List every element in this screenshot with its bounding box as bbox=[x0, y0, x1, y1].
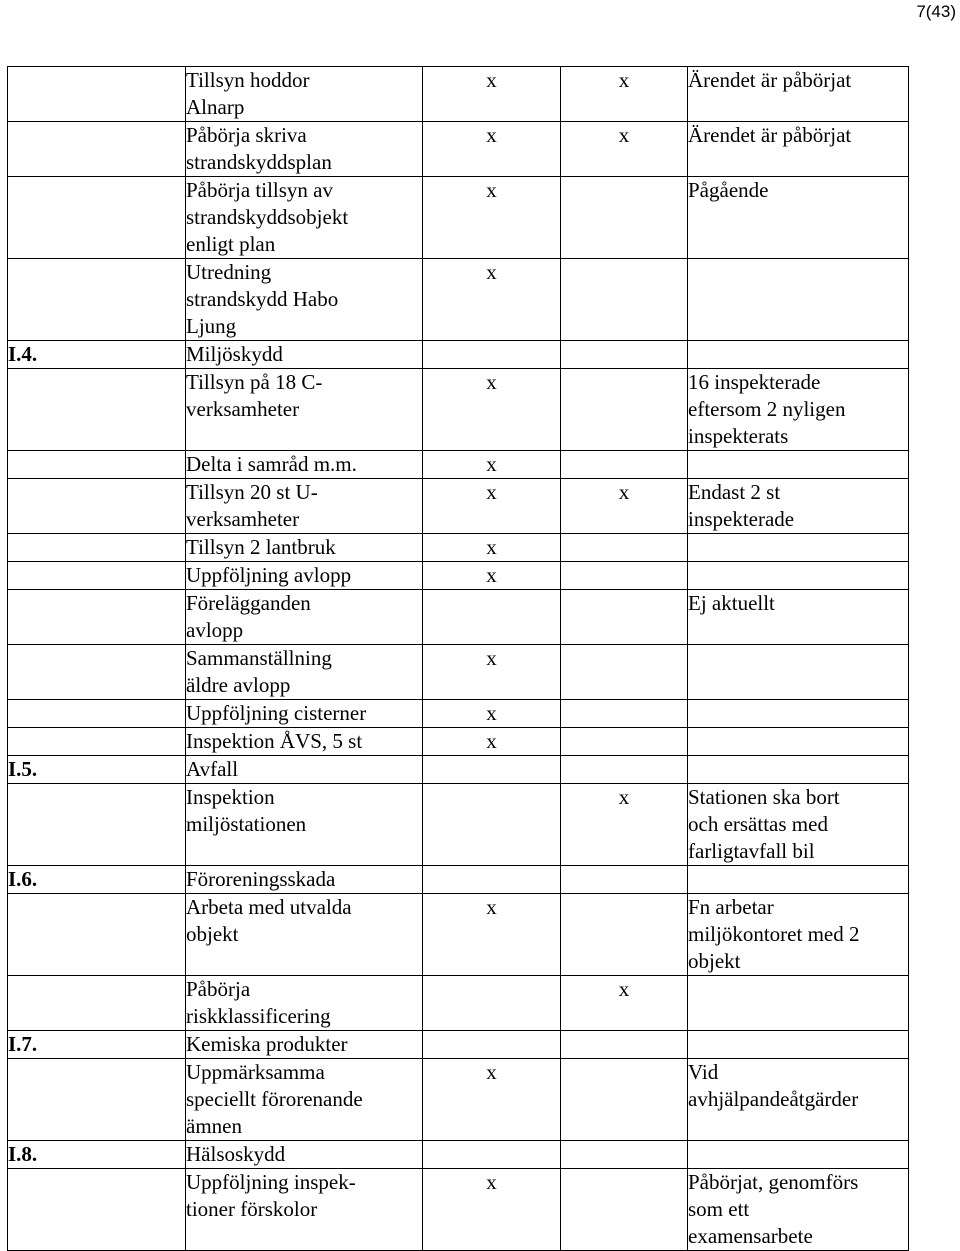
status-cell-2 bbox=[561, 1031, 688, 1059]
comment-cell bbox=[688, 894, 909, 976]
section-number bbox=[8, 67, 186, 122]
comment-line: Ärendet är påbörjat bbox=[688, 68, 852, 92]
table-row bbox=[8, 1169, 909, 1251]
activity-line: Tillsyn på 18 C- bbox=[186, 370, 323, 394]
status-mark-1: x bbox=[423, 451, 561, 479]
comment-line: Pågående bbox=[688, 178, 769, 202]
activity-cell bbox=[186, 451, 423, 479]
section-number: I.4. bbox=[8, 341, 186, 369]
status-mark-1 bbox=[423, 590, 561, 645]
status-mark-2 bbox=[561, 562, 688, 590]
section-number bbox=[8, 369, 186, 451]
activity-cell bbox=[186, 976, 423, 1031]
activity-line: tioner förskolor bbox=[186, 1197, 318, 1221]
activity-line: Uppföljning avlopp bbox=[186, 563, 352, 587]
status-mark-1: x bbox=[423, 259, 561, 341]
activity-line: strandskyddsobjekt bbox=[186, 205, 349, 229]
status-mark-1: x bbox=[423, 369, 561, 451]
comment-cell bbox=[688, 976, 909, 1031]
activity-line: strandskyddsplan bbox=[186, 150, 332, 174]
status-cell-1 bbox=[423, 1031, 561, 1059]
status-mark-1 bbox=[423, 976, 561, 1031]
table-row bbox=[8, 728, 909, 756]
status-cell-2 bbox=[561, 866, 688, 894]
activity-line: Påbörja skriva bbox=[186, 123, 307, 147]
section-title: Kemiska produkter bbox=[186, 1031, 423, 1059]
section-row bbox=[8, 1141, 909, 1169]
status-cell-2 bbox=[561, 756, 688, 784]
activity-cell bbox=[186, 1169, 423, 1251]
status-mark-1: x bbox=[423, 645, 561, 700]
comment-cell bbox=[688, 1031, 909, 1059]
status-mark-1: x bbox=[423, 562, 561, 590]
comment-line: eftersom 2 nyligen bbox=[688, 397, 846, 421]
status-mark-1: x bbox=[423, 534, 561, 562]
status-mark-1: x bbox=[423, 728, 561, 756]
comment-line: Ej aktuellt bbox=[688, 591, 775, 615]
section-title: Hälsoskydd bbox=[186, 1141, 423, 1169]
activity-line: enligt plan bbox=[186, 232, 276, 256]
activity-line: Uppmärksamma bbox=[186, 1060, 325, 1084]
table-row bbox=[8, 562, 909, 590]
table-row bbox=[8, 67, 909, 122]
comment-cell bbox=[688, 1169, 909, 1251]
status-mark-2 bbox=[561, 451, 688, 479]
status-mark-2 bbox=[561, 894, 688, 976]
activity-line: objekt bbox=[186, 922, 239, 946]
comment-cell bbox=[688, 451, 909, 479]
activity-line: Förelägganden bbox=[186, 591, 311, 615]
activity-line: Ljung bbox=[186, 314, 237, 338]
activity-line: miljöstationen bbox=[186, 812, 307, 836]
status-mark-1: x bbox=[423, 122, 561, 177]
activity-line: Alnarp bbox=[186, 95, 245, 119]
activity-line: avlopp bbox=[186, 618, 244, 642]
activity-line: Arbeta med utvalda bbox=[186, 895, 352, 919]
status-cell-1 bbox=[423, 1141, 561, 1169]
section-number: I.5. bbox=[8, 756, 186, 784]
activity-cell bbox=[186, 259, 423, 341]
section-number bbox=[8, 122, 186, 177]
status-mark-2 bbox=[561, 728, 688, 756]
section-number: I.7. bbox=[8, 1031, 186, 1059]
status-mark-2: x bbox=[561, 784, 688, 866]
status-cell-2 bbox=[561, 1141, 688, 1169]
activity-cell bbox=[186, 177, 423, 259]
comment-line: 16 inspekterade bbox=[688, 370, 821, 394]
table-row bbox=[8, 451, 909, 479]
comment-line: examensarbete bbox=[688, 1224, 813, 1248]
status-mark-2 bbox=[561, 1059, 688, 1141]
activity-line: Uppföljning cisterner bbox=[186, 701, 367, 725]
activity-cell bbox=[186, 562, 423, 590]
activity-table bbox=[7, 66, 909, 1251]
status-mark-1: x bbox=[423, 1059, 561, 1141]
status-mark-2 bbox=[561, 1169, 688, 1251]
table-row bbox=[8, 645, 909, 700]
activity-line: Utredning bbox=[186, 260, 272, 284]
table-row bbox=[8, 534, 909, 562]
status-cell-1 bbox=[423, 756, 561, 784]
table-row bbox=[8, 976, 909, 1031]
status-mark-2: x bbox=[561, 122, 688, 177]
status-mark-2 bbox=[561, 590, 688, 645]
section-number bbox=[8, 259, 186, 341]
table-row bbox=[8, 894, 909, 976]
table-row bbox=[8, 784, 909, 866]
activity-line: Tillsyn hoddor bbox=[186, 68, 310, 92]
table-row bbox=[8, 590, 909, 645]
comment-cell bbox=[688, 728, 909, 756]
comment-line: som ett bbox=[688, 1197, 750, 1221]
comment-line: och ersättas med bbox=[688, 812, 828, 836]
table-row bbox=[8, 479, 909, 534]
comment-cell bbox=[688, 866, 909, 894]
section-number bbox=[8, 976, 186, 1031]
section-row bbox=[8, 341, 909, 369]
status-mark-1: x bbox=[423, 894, 561, 976]
section-number bbox=[8, 1059, 186, 1141]
status-mark-2 bbox=[561, 645, 688, 700]
table-row bbox=[8, 369, 909, 451]
comment-cell bbox=[688, 369, 909, 451]
activity-line: verksamheter bbox=[186, 397, 300, 421]
comment-line: inspekterats bbox=[688, 424, 789, 448]
activity-line: Uppföljning inspek- bbox=[186, 1170, 356, 1194]
section-title: Föroreningsskada bbox=[186, 866, 423, 894]
section-number bbox=[8, 700, 186, 728]
comment-cell bbox=[688, 67, 909, 122]
status-mark-2 bbox=[561, 177, 688, 259]
activity-line: Sammanställning bbox=[186, 646, 332, 670]
status-mark-1 bbox=[423, 784, 561, 866]
comment-line: Stationen ska bort bbox=[688, 785, 840, 809]
table-row bbox=[8, 700, 909, 728]
section-number bbox=[8, 177, 186, 259]
section-title: Avfall bbox=[186, 756, 423, 784]
section-row bbox=[8, 1031, 909, 1059]
activity-cell bbox=[186, 728, 423, 756]
activity-line: Tillsyn 20 st U- bbox=[186, 480, 318, 504]
section-row bbox=[8, 866, 909, 894]
section-number bbox=[8, 451, 186, 479]
comment-line: Påbörjat, genomförs bbox=[688, 1170, 859, 1194]
status-mark-1: x bbox=[423, 479, 561, 534]
status-mark-1: x bbox=[423, 700, 561, 728]
section-number: I.8. bbox=[8, 1141, 186, 1169]
section-number bbox=[8, 479, 186, 534]
activity-line: Påbörja tillsyn av bbox=[186, 178, 333, 202]
activity-line: riskklassificering bbox=[186, 1004, 331, 1028]
comment-line: miljökontoret med 2 bbox=[688, 922, 860, 946]
section-number bbox=[8, 590, 186, 645]
section-row bbox=[8, 756, 909, 784]
comment-cell bbox=[688, 590, 909, 645]
comment-line: Vid bbox=[688, 1060, 719, 1084]
activity-line: Tillsyn 2 lantbruk bbox=[186, 535, 336, 559]
section-number bbox=[8, 784, 186, 866]
activity-cell bbox=[186, 590, 423, 645]
comment-line: farligtavfall bil bbox=[688, 839, 815, 863]
status-mark-2 bbox=[561, 700, 688, 728]
comment-cell bbox=[688, 259, 909, 341]
page-number: 7(43) bbox=[916, 2, 956, 21]
status-cell-1 bbox=[423, 341, 561, 369]
section-number bbox=[8, 728, 186, 756]
activity-line: Påbörja bbox=[186, 977, 251, 1001]
comment-line: Ärendet är påbörjat bbox=[688, 123, 852, 147]
activity-cell bbox=[186, 479, 423, 534]
comment-cell bbox=[688, 784, 909, 866]
section-title: Miljöskydd bbox=[186, 341, 423, 369]
comment-line: inspekterade bbox=[688, 507, 795, 531]
comment-cell bbox=[688, 645, 909, 700]
section-number bbox=[8, 1169, 186, 1251]
activity-cell bbox=[186, 122, 423, 177]
activity-cell bbox=[186, 67, 423, 122]
activity-line: Inspektion ÅVS, 5 st bbox=[186, 729, 363, 753]
table-row bbox=[8, 122, 909, 177]
activity-cell bbox=[186, 784, 423, 866]
comment-cell bbox=[688, 479, 909, 534]
activity-line: verksamheter bbox=[186, 507, 300, 531]
activity-line: strandskydd Habo bbox=[186, 287, 339, 311]
comment-cell bbox=[688, 534, 909, 562]
table-row bbox=[8, 177, 909, 259]
activity-cell bbox=[186, 1059, 423, 1141]
section-number bbox=[8, 645, 186, 700]
table-row bbox=[8, 1059, 909, 1141]
section-number bbox=[8, 894, 186, 976]
comment-line: objekt bbox=[688, 949, 741, 973]
activity-line: Inspektion bbox=[186, 785, 275, 809]
status-cell-1 bbox=[423, 866, 561, 894]
activity-line: Delta i samråd m.m. bbox=[186, 452, 357, 476]
status-mark-2 bbox=[561, 534, 688, 562]
comment-cell bbox=[688, 562, 909, 590]
status-mark-2: x bbox=[561, 479, 688, 534]
table-row bbox=[8, 259, 909, 341]
status-mark-2 bbox=[561, 369, 688, 451]
status-mark-2 bbox=[561, 259, 688, 341]
comment-cell bbox=[688, 341, 909, 369]
status-mark-1: x bbox=[423, 67, 561, 122]
status-mark-1: x bbox=[423, 1169, 561, 1251]
activity-line: ämnen bbox=[186, 1114, 242, 1138]
section-number bbox=[8, 562, 186, 590]
activity-cell bbox=[186, 894, 423, 976]
status-mark-2: x bbox=[561, 976, 688, 1031]
section-number: I.6. bbox=[8, 866, 186, 894]
comment-line: avhjälpandeåtgärder bbox=[688, 1087, 859, 1111]
status-mark-1: x bbox=[423, 177, 561, 259]
comment-line: Endast 2 st bbox=[688, 480, 781, 504]
status-mark-2: x bbox=[561, 67, 688, 122]
activity-cell bbox=[186, 700, 423, 728]
activity-cell bbox=[186, 534, 423, 562]
activity-line: äldre avlopp bbox=[186, 673, 291, 697]
status-cell-2 bbox=[561, 341, 688, 369]
activity-cell bbox=[186, 645, 423, 700]
section-number bbox=[8, 534, 186, 562]
comment-cell bbox=[688, 1141, 909, 1169]
activity-cell bbox=[186, 369, 423, 451]
comment-cell bbox=[688, 700, 909, 728]
activity-line: speciellt förorenande bbox=[186, 1087, 363, 1111]
comment-line: Fn arbetar bbox=[688, 895, 774, 919]
comment-cell bbox=[688, 1059, 909, 1141]
comment-cell bbox=[688, 177, 909, 259]
comment-cell bbox=[688, 122, 909, 177]
comment-cell bbox=[688, 756, 909, 784]
